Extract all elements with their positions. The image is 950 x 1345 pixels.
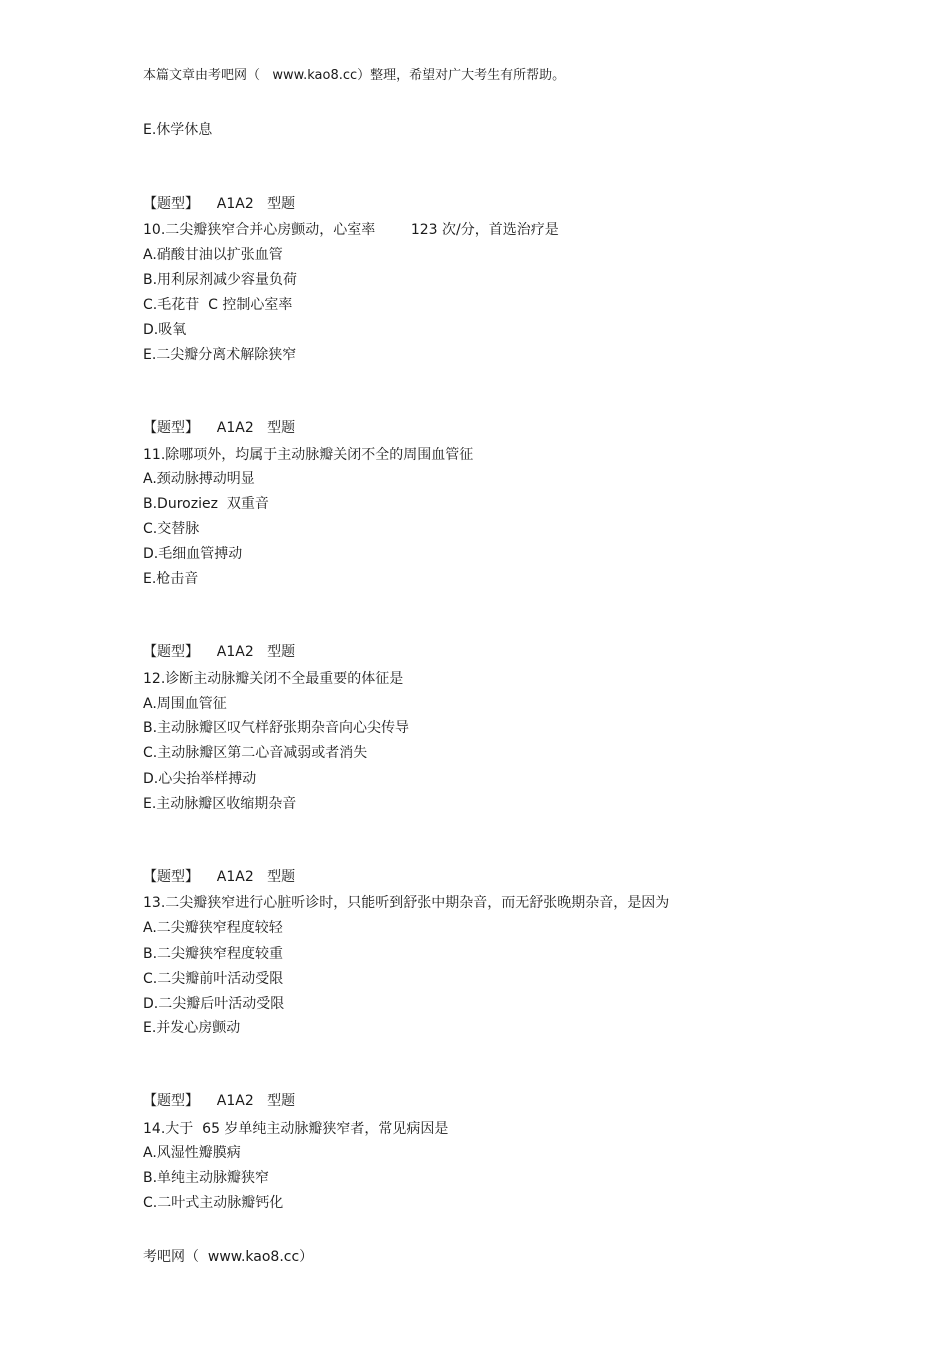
- answer-option: D.毛细血管搏动: [143, 546, 243, 562]
- answer-option: A.风湿性瓣膜病: [143, 1145, 241, 1161]
- answer-option: A.颈动脉搏动明显: [143, 471, 255, 487]
- page-header: 本篇文章由考吧网（ www.kao8.cc）整理，希望对广大考生有所帮助。: [143, 68, 566, 83]
- question-type-label: 【题型】 A1A2 型题: [143, 196, 296, 212]
- question-type-label: 【题型】 A1A2 型题: [143, 420, 296, 436]
- question-stem: 11.除哪项外，均属于主动脉瓣关闭不全的周围血管征: [143, 447, 474, 463]
- answer-option: B.Duroziez 双重音: [143, 496, 269, 512]
- answer-option: D.二尖瓣后叶活动受限: [143, 996, 285, 1012]
- question-stem: 13.二尖瓣狭窄进行心脏听诊时，只能听到舒张中期杂音，而无舒张晚期杂音，是因为: [143, 895, 670, 911]
- question-stem: 10.二尖瓣狭窄合并心房颤动，心室率 123 次/分，首选治疗是: [143, 222, 559, 238]
- question-type-label: 【题型】 A1A2 型题: [143, 644, 296, 660]
- answer-option: C.二叶式主动脉瓣钙化: [143, 1195, 284, 1211]
- question-type-label: 【题型】 A1A2 型题: [143, 869, 296, 885]
- answer-option: C.毛花苷 C 控制心室率: [143, 297, 293, 313]
- answer-option: E.并发心房颤动: [143, 1020, 241, 1036]
- answer-option: A.二尖瓣狭窄程度较轻: [143, 920, 283, 936]
- answer-option: D.吸氧: [143, 322, 187, 338]
- answer-option: D.心尖抬举样搏动: [143, 771, 257, 787]
- question-stem: 14.大于 65 岁单纯主动脉瓣狭窄者，常见病因是: [143, 1121, 449, 1137]
- answer-option: B.单纯主动脉瓣狭窄: [143, 1170, 270, 1186]
- answer-option: E.主动脉瓣区收缩期杂音: [143, 796, 297, 812]
- answer-option: B.二尖瓣狭窄程度较重: [143, 946, 284, 962]
- answer-option: C.二尖瓣前叶活动受限: [143, 971, 284, 987]
- answer-option: E.枪击音: [143, 571, 199, 587]
- answer-option: E.二尖瓣分离术解除狭窄: [143, 347, 297, 363]
- question-stem: 12.诊断主动脉瓣关闭不全最重要的体征是: [143, 671, 404, 687]
- answer-option: C.交替脉: [143, 521, 200, 537]
- answer-option: A.硝酸甘油以扩张血管: [143, 247, 283, 263]
- page-footer: 考吧网（ www.kao8.cc）: [143, 1249, 314, 1265]
- answer-option: B.主动脉瓣区叹气样舒张期杂音向心尖传导: [143, 720, 410, 736]
- question-type-label: 【题型】 A1A2 型题: [143, 1093, 296, 1109]
- answer-option: A.周围血管征: [143, 696, 227, 712]
- answer-option: C.主动脉瓣区第二心音减弱或者消失: [143, 745, 368, 761]
- answer-option: B.用利尿剂减少容量负荷: [143, 272, 298, 288]
- continued-option: E.休学休息: [143, 122, 213, 138]
